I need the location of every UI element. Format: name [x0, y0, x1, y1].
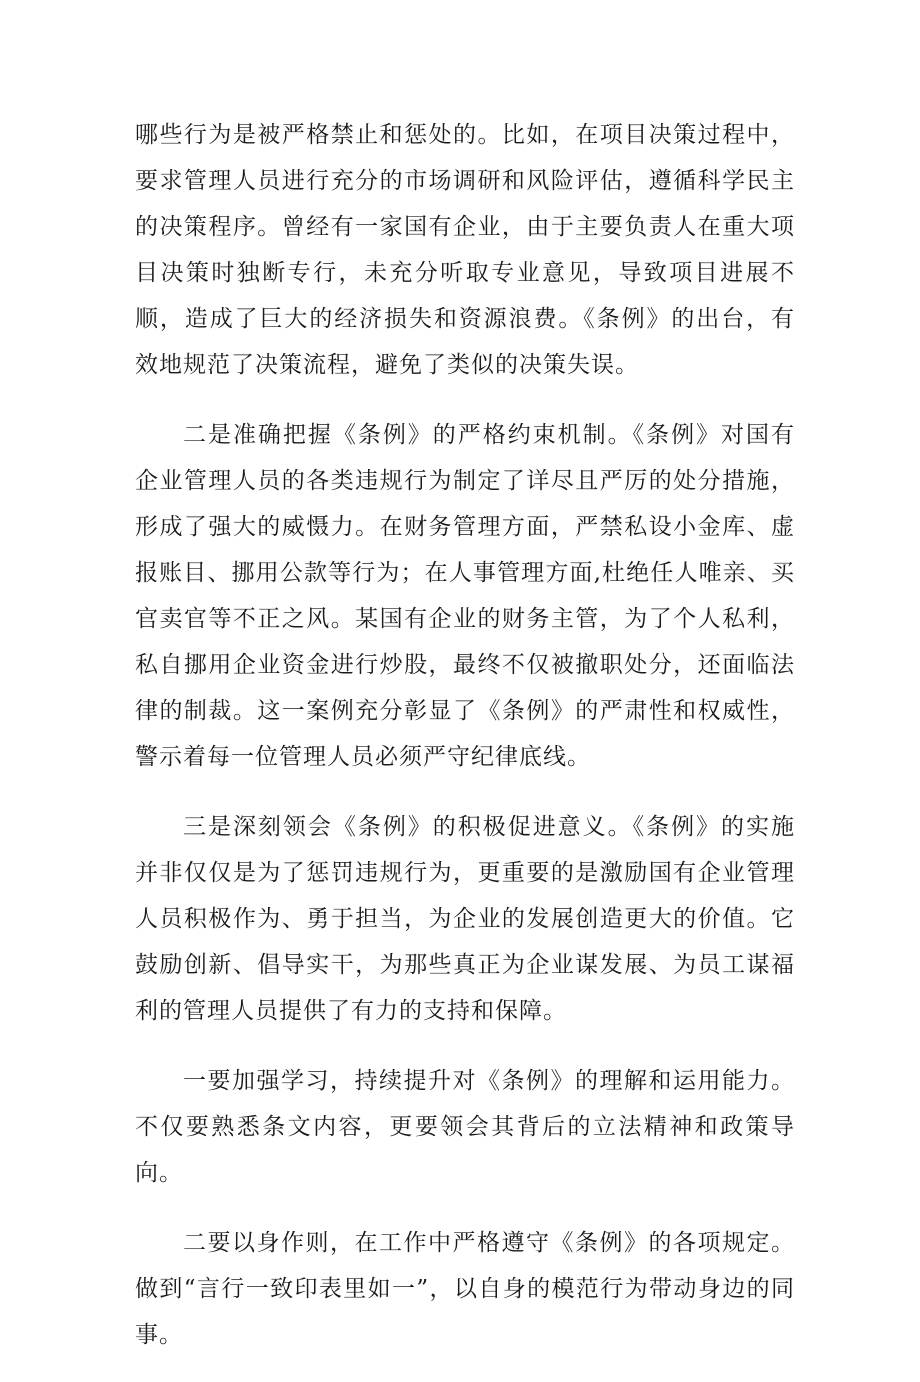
- paragraph-1: 哪些行为是被严格禁止和惩处的。比如，在项目决策过程中，要求管理人员进行充分的市场调研和风险评估，遵循科学民主的决策程序。曾经有一家国有企业，由于主要负责人在重大项目决策时独断专行，未充分听取专业意见，导致项目进展不顺，造成了巨大的经济损失和资源浪费。《条例》的出台，有效地规范了决策流程，避免了类似的决策失误。: [135, 122, 795, 378]
- document-body: [135, 112, 795, 1382]
- paragraph-5: 二要以身作则，在工作中严格遵守《条例》的各项规定。做到“言行一致印表里如一”，以自身的模范行为带动身边的同事。: [135, 1230, 795, 1348]
- paragraph-4: 一要加强学习，持续提升对《条例》的理解和运用能力。不仅要熟悉条文内容，更要领会其背后的立法精神和政策导向。: [135, 1068, 795, 1186]
- paragraph-2: 二是准确把握《条例》的严格约束机制。《条例》对国有企业管理人员的各类违规行为制定了详尽且严厉的处分措施，形成了强大的威慑力。在财务管理方面，严禁私设小金库、虚报账目、挪用公款等行为；在人事管理方面,杜绝任人唯亲、买官卖官等不正之风。某国有企业的财务主管，为了个人私利，私自挪用企业资金进行炒股，最终不仅被撤职处分，还面临法律的制裁。这一案例充分彰显了《条例》的严肃性和权威性，警示着每一位管理人员必须严守纪律底线。: [135, 422, 795, 770]
- paragraph-3: 三是深刻领会《条例》的积极促进意义。《条例》的实施并非仅仅是为了惩罚违规行为，更重要的是激励国有企业管理人员积极作为、勇于担当，为企业的发展创造更大的价值。它鼓励创新、倡导实干，为那些真正为企业谋发展、为员工谋福利的管理人员提供了有力的支持和保障。: [135, 814, 795, 1024]
